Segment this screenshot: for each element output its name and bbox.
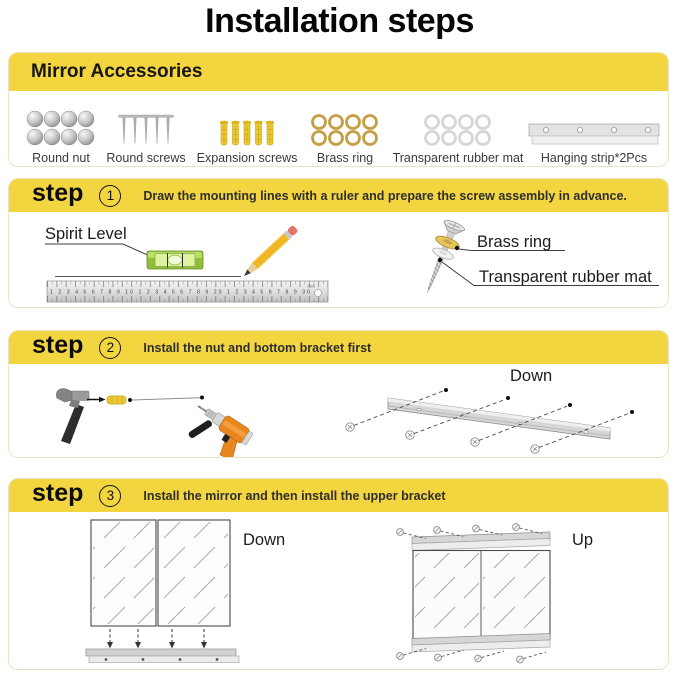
callout-dot bbox=[455, 246, 459, 250]
round-screws-icon bbox=[117, 114, 175, 146]
step-word: step bbox=[32, 331, 84, 359]
down-label: Down bbox=[510, 367, 553, 385]
drill-icon bbox=[181, 399, 254, 458]
ruler-brand: deli bbox=[307, 284, 315, 290]
pencil-icon bbox=[241, 225, 298, 279]
accessory-expansion-screws bbox=[187, 95, 307, 165]
anchor-dot bbox=[506, 396, 510, 400]
ruler-icon bbox=[47, 281, 328, 302]
screw-icon bbox=[517, 656, 524, 663]
accessory-brass-ring bbox=[299, 95, 391, 165]
spirit-level-label: Spirit Level bbox=[45, 225, 127, 243]
step3-illustration bbox=[9, 512, 668, 670]
accessory-label: Round nut bbox=[32, 151, 90, 165]
accessory-label: Brass ring bbox=[316, 151, 374, 165]
step2-panel bbox=[8, 330, 669, 458]
step1-illustration bbox=[9, 212, 668, 308]
round-nut-icon bbox=[26, 110, 96, 146]
screw-icon bbox=[531, 445, 539, 453]
step-word: step bbox=[32, 479, 84, 507]
callout-line bbox=[45, 244, 152, 257]
accessory-round-nut bbox=[9, 95, 113, 165]
accessory-label: Transparent rubber mat bbox=[392, 151, 524, 165]
screw-icon bbox=[513, 524, 520, 531]
step-number-badge: 2 bbox=[99, 337, 121, 359]
expansion-anchor-icon bbox=[107, 396, 126, 404]
brass-ring-icon bbox=[310, 114, 380, 146]
upper-bracket-icon bbox=[412, 532, 550, 551]
page-title: Installation steps bbox=[205, 2, 474, 40]
accessories-header bbox=[9, 53, 668, 91]
bottom-bracket-icon bbox=[86, 649, 239, 663]
step-number-badge: 3 bbox=[99, 485, 121, 507]
accessory-label: Hanging strip*2Pcs bbox=[540, 151, 648, 165]
mirror-panel-icon bbox=[158, 520, 230, 626]
step-number-badge: 1 bbox=[99, 185, 121, 207]
brass-ring-label: Brass ring bbox=[477, 233, 552, 251]
step3-header bbox=[9, 479, 668, 512]
screw-icon bbox=[471, 438, 479, 446]
joint-dot bbox=[200, 396, 204, 400]
screw-icon bbox=[397, 529, 404, 536]
step3-panel bbox=[8, 478, 669, 670]
accessory-rubber-mat bbox=[380, 95, 536, 165]
rubber-mat-icon bbox=[423, 114, 493, 146]
accessory-hanging-strip bbox=[521, 95, 667, 165]
joint-dot bbox=[128, 398, 132, 402]
screw-icon bbox=[346, 423, 354, 431]
hammer-icon bbox=[56, 389, 89, 444]
screw-icon bbox=[434, 527, 441, 534]
installed-mirror-icon bbox=[413, 551, 550, 639]
hanging-strip-icon bbox=[528, 122, 660, 146]
ruler-markings: 1 2 3 4 5 6 7 8 9 10 1 2 3 4 5 6 7 8 9 20 1 2 3 4 5 6 7 8 9 30 bbox=[50, 289, 310, 296]
anchor-dot bbox=[444, 388, 448, 392]
step-description: Draw the mounting lines with a ruler and prepare the screw assembly in advance. bbox=[143, 188, 627, 203]
callout-dot bbox=[438, 258, 442, 262]
link-line bbox=[132, 398, 200, 400]
rubber-mat-label: Transparent rubber mat bbox=[479, 268, 652, 286]
expansion-screws-icon bbox=[219, 120, 275, 146]
accessories-panel bbox=[8, 52, 669, 167]
step2-header bbox=[9, 331, 668, 364]
step1-panel bbox=[8, 178, 669, 308]
mirror-panel-icon bbox=[91, 520, 156, 626]
step2-illustration bbox=[9, 364, 668, 458]
down-label: Down bbox=[243, 531, 286, 549]
screw-icon bbox=[435, 654, 442, 661]
screw-icon bbox=[473, 525, 480, 532]
step-description: Install the mirror and then install the upper bracket bbox=[143, 488, 446, 503]
step1-header bbox=[9, 179, 668, 212]
accessory-label: Expansion screws bbox=[196, 151, 298, 165]
arrow-right-icon bbox=[99, 397, 106, 402]
anchor-dot bbox=[568, 403, 572, 407]
step-description: Install the nut and bottom bracket first bbox=[143, 340, 372, 355]
down-arrows bbox=[110, 629, 204, 642]
screw-icon bbox=[406, 431, 414, 439]
spirit-level-icon bbox=[147, 251, 203, 269]
accessory-label: Round screws bbox=[106, 151, 186, 165]
screw-icon bbox=[397, 653, 404, 660]
screw-icon bbox=[475, 655, 482, 662]
anchor-dot bbox=[630, 410, 634, 414]
down-arrowheads bbox=[107, 642, 207, 649]
step-word: step bbox=[32, 179, 84, 207]
up-label: Up bbox=[572, 531, 594, 549]
accessories-title: Mirror Accessories bbox=[31, 61, 203, 82]
accessory-round-screws bbox=[101, 95, 191, 165]
